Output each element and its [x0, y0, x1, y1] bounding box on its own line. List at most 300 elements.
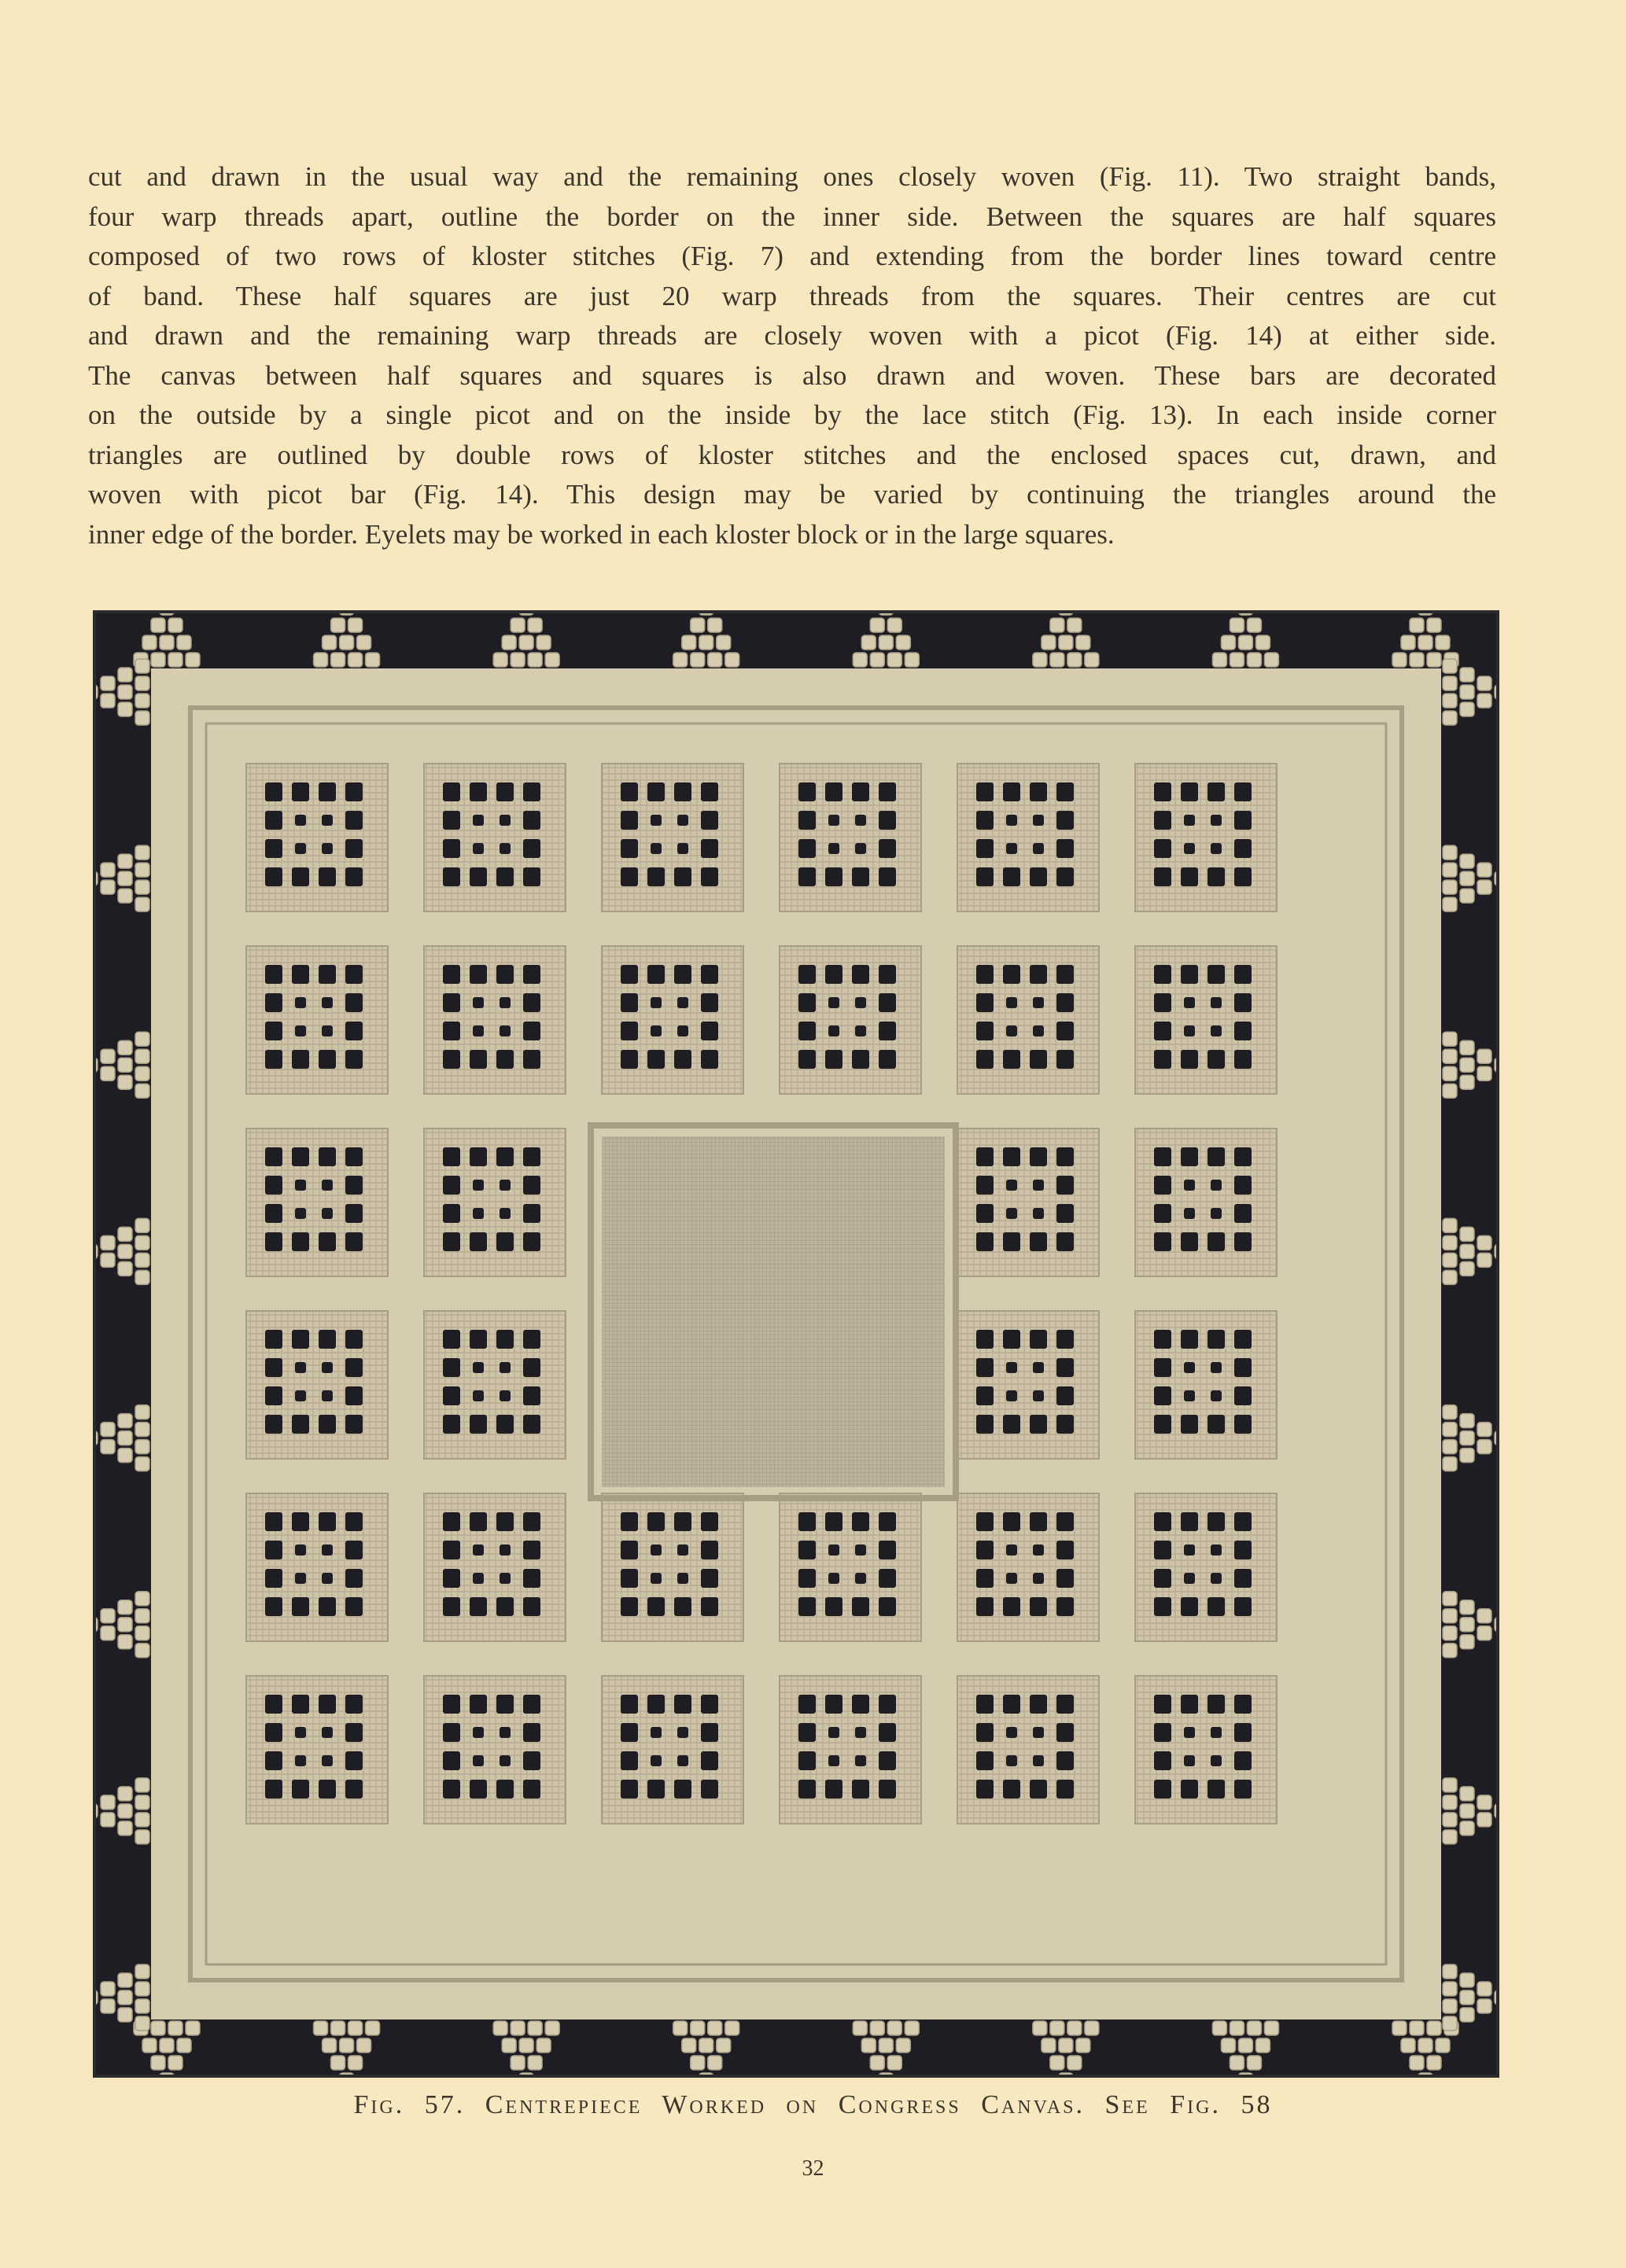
lace-edge-block: [331, 2021, 345, 2035]
lace-drawn-hole: [674, 1780, 691, 1799]
lace-edge-block: [118, 668, 132, 682]
lace-edge-block: [708, 2021, 722, 2035]
lace-edge-block: [160, 613, 174, 615]
lace-drawn-hole: [647, 1050, 665, 1069]
lace-edge-block: [135, 1644, 149, 1658]
lace-drawn-hole: [1208, 1780, 1225, 1799]
lace-edge-block: [1033, 653, 1047, 667]
lace-edge-block: [1443, 1457, 1457, 1471]
lace-drawn-hole: [1056, 1204, 1074, 1223]
lace-edge-block: [135, 1592, 149, 1606]
lace-edge-block: [1443, 1032, 1457, 1046]
lace-edge-block: [101, 1423, 115, 1437]
lace-edge-block: [1059, 2073, 1073, 2075]
lace-edge-block: [1460, 702, 1474, 716]
lace-edge-block: [101, 676, 115, 690]
lace-drawn-hole: [523, 1386, 540, 1405]
lace-edge-block: [314, 653, 328, 667]
lace-edge-block: [708, 618, 722, 632]
lace-edge-block: [1477, 1049, 1491, 1063]
lace-edge-block: [519, 613, 533, 615]
lace-edge-block: [1443, 1830, 1457, 1844]
lace-edge-block: [870, 2056, 884, 2070]
lace-drawn-hole: [798, 1022, 816, 1040]
lace-drawn-hole: [523, 839, 540, 858]
lace-drawn-hole: [1056, 1512, 1074, 1531]
lace-drawn-hole: [798, 1723, 816, 1742]
lace-edge-block: [186, 2021, 200, 2035]
lace-drawn-hole: [345, 811, 363, 830]
body-text-line: composed of two rows of kloster stitches (Fig. 7) and extending from the border lines toward centre: [88, 241, 1496, 271]
lace-drawn-hole: [322, 1727, 333, 1738]
lace-edge-block: [879, 2038, 893, 2053]
lace-drawn-hole: [1056, 1176, 1074, 1195]
lace-edge-block: [879, 2073, 893, 2075]
lace-drawn-hole: [1234, 1541, 1252, 1559]
lace-edge-block: [135, 1270, 149, 1284]
lace-drawn-hole: [879, 839, 896, 858]
lace-edge-block: [101, 1049, 115, 1063]
lace-drawn-hole: [1154, 867, 1171, 886]
lace-drawn-hole: [1234, 1358, 1252, 1377]
lace-drawn-hole: [470, 1415, 487, 1434]
lace-edge-block: [1247, 2056, 1261, 2070]
lace-drawn-hole: [500, 1208, 511, 1219]
lace-edge-block: [1238, 2073, 1252, 2075]
lace-edge-block: [340, 2073, 354, 2075]
lace-edge-block: [357, 2038, 371, 2053]
lace-drawn-hole: [1181, 1780, 1198, 1799]
lace-drawn-hole: [295, 1573, 306, 1584]
lace-edge-block: [118, 1075, 132, 1089]
lace-drawn-hole: [473, 843, 484, 854]
lace-drawn-hole: [1181, 1330, 1198, 1349]
lace-edge-block: [1050, 618, 1064, 632]
lace-drawn-hole: [1056, 1358, 1074, 1377]
lace-drawn-hole: [647, 782, 665, 801]
lace-edge-block: [1443, 1049, 1457, 1063]
lace-drawn-hole: [500, 843, 511, 854]
lace-edge-block: [519, 635, 533, 650]
lace-edge-block: [1067, 2021, 1082, 2035]
lace-edge-block: [1460, 1058, 1474, 1072]
lace-drawn-hole: [1033, 997, 1044, 1008]
lace-drawn-hole: [265, 782, 282, 801]
lace-edge-block: [118, 1244, 132, 1258]
lace-edge-block: [1477, 1609, 1491, 1623]
lace-edge-block: [691, 618, 705, 632]
lace-edge-block: [896, 2038, 910, 2053]
lace-drawn-hole: [295, 1180, 306, 1191]
lace-edge-block: [1042, 635, 1056, 650]
lace-drawn-hole: [976, 1597, 994, 1616]
lace-edge-block: [1477, 1253, 1491, 1267]
lace-drawn-hole: [677, 997, 688, 1008]
lace-drawn-hole: [496, 867, 514, 886]
lace-drawn-hole: [828, 843, 839, 854]
lace-drawn-hole: [1181, 782, 1198, 801]
lace-edge-block: [1427, 618, 1441, 632]
lace-edge-block: [699, 613, 713, 615]
lace-drawn-hole: [1184, 1362, 1195, 1373]
lace-drawn-hole: [523, 1232, 540, 1251]
lace-edge-block: [1230, 653, 1244, 667]
lace-edge-block: [1460, 854, 1474, 868]
lace-drawn-hole: [319, 1780, 336, 1799]
lace-drawn-hole: [1056, 1386, 1074, 1405]
lace-drawn-hole: [295, 1025, 306, 1036]
lace-edge-block: [1427, 2021, 1441, 2035]
lace-drawn-hole: [345, 1204, 363, 1223]
body-text-line: woven with picot bar (Fig. 14). This design may be varied by continuing the triangles around the: [88, 479, 1496, 510]
lace-drawn-hole: [879, 1723, 896, 1742]
lace-drawn-hole: [1006, 1180, 1017, 1191]
lace-edge-block: [673, 2021, 688, 2035]
lace-drawn-hole: [1003, 1415, 1020, 1434]
lace-drawn-hole: [1234, 1050, 1252, 1069]
lace-drawn-hole: [265, 1386, 282, 1405]
lace-edge-block: [168, 653, 183, 667]
lace-drawn-hole: [651, 843, 662, 854]
lace-drawn-hole: [443, 1330, 460, 1349]
lace-drawn-hole: [1234, 1386, 1252, 1405]
lace-drawn-hole: [319, 782, 336, 801]
lace-drawn-hole: [1006, 1573, 1017, 1584]
lace-drawn-hole: [443, 1541, 460, 1559]
lace-drawn-hole: [1211, 1180, 1222, 1191]
lace-edge-block: [682, 2038, 696, 2053]
lace-drawn-hole: [701, 1050, 718, 1069]
lace-drawn-hole: [496, 1597, 514, 1616]
lace-edge-block: [101, 694, 115, 708]
lace-drawn-hole: [322, 1390, 333, 1401]
lace-drawn-hole: [828, 1755, 839, 1766]
lace-edge-block: [1477, 676, 1491, 690]
lace-drawn-hole: [265, 1176, 282, 1195]
body-text-line: inner edge of the border. Eyelets may be worked in each kloster block or in the large squares.: [88, 518, 1115, 550]
lace-drawn-hole: [443, 1386, 460, 1405]
lace-drawn-hole: [1211, 1545, 1222, 1556]
lace-drawn-hole: [1030, 1780, 1047, 1799]
lace-edge-block: [1443, 1609, 1457, 1623]
lace-edge-block: [691, 2021, 705, 2035]
lace-drawn-hole: [292, 1050, 309, 1069]
lace-edge-block: [1212, 653, 1226, 667]
lace-edge-block: [1238, 635, 1252, 650]
lace-edge-block: [1460, 1600, 1474, 1614]
lace-drawn-hole: [879, 965, 896, 984]
lace-drawn-hole: [523, 1176, 540, 1195]
lace-drawn-hole: [1033, 1573, 1044, 1584]
lace-drawn-hole: [1181, 1415, 1198, 1434]
lace-drawn-hole: [651, 1545, 662, 1556]
lace-drawn-hole: [1006, 1545, 1017, 1556]
lace-drawn-hole: [1056, 782, 1074, 801]
lace-drawn-hole: [319, 1147, 336, 1166]
lace-drawn-hole: [1030, 1330, 1047, 1349]
lace-edge-block: [135, 897, 149, 911]
lace-drawn-hole: [976, 1415, 994, 1434]
lace-drawn-hole: [621, 1597, 638, 1616]
lace-drawn-hole: [1154, 1569, 1171, 1588]
lace-drawn-hole: [976, 1147, 994, 1166]
lace-drawn-hole: [828, 815, 839, 826]
lace-edge-block: [340, 635, 354, 650]
lace-edge-block: [118, 1227, 132, 1241]
lace-edge-block: [135, 1626, 149, 1640]
lace-edge-block: [101, 1982, 115, 1996]
body-text-line: on the outside by a single picot and on the inside by the lace stitch (Fig. 13). In each inside corner: [88, 399, 1496, 430]
lace-drawn-hole: [265, 1541, 282, 1559]
lace-edge-block: [673, 653, 688, 667]
lace-drawn-hole: [621, 867, 638, 886]
lace-drawn-hole: [1208, 1330, 1225, 1349]
lace-drawn-hole: [1211, 1362, 1222, 1373]
lace-edge-block: [1042, 2038, 1056, 2053]
lace-edge-block: [1477, 1626, 1491, 1640]
lace-drawn-hole: [1006, 815, 1017, 826]
lace-drawn-hole: [1056, 1597, 1074, 1616]
lace-drawn-hole: [443, 1050, 460, 1069]
lace-drawn-hole: [976, 965, 994, 984]
lace-edge-block: [905, 653, 919, 667]
lace-drawn-hole: [1056, 1232, 1074, 1251]
lace-drawn-hole: [443, 1597, 460, 1616]
lace-edge-block: [118, 1414, 132, 1428]
lace-drawn-hole: [1234, 965, 1252, 984]
lace-edge-block: [545, 653, 559, 667]
lace-drawn-hole: [855, 815, 866, 826]
lace-drawn-hole: [677, 1727, 688, 1738]
lace-drawn-hole: [1154, 1386, 1171, 1405]
lace-drawn-hole: [1208, 1695, 1225, 1714]
lace-drawn-hole: [265, 811, 282, 830]
lace-drawn-hole: [292, 867, 309, 886]
lace-edge-block: [1443, 1626, 1457, 1640]
lace-drawn-hole: [345, 1751, 363, 1770]
lace-drawn-hole: [265, 1232, 282, 1251]
lace-drawn-hole: [470, 1597, 487, 1616]
lace-drawn-hole: [292, 1695, 309, 1714]
lace-edge-block: [101, 1609, 115, 1623]
lace-drawn-hole: [322, 815, 333, 826]
lace-drawn-hole: [677, 1573, 688, 1584]
lace-edge-block: [348, 2021, 363, 2035]
lace-drawn-hole: [292, 782, 309, 801]
lace-drawn-hole: [701, 1780, 718, 1799]
lace-drawn-hole: [443, 782, 460, 801]
lace-edge-block: [135, 1457, 149, 1471]
lace-drawn-hole: [295, 1362, 306, 1373]
lace-drawn-hole: [295, 997, 306, 1008]
lace-drawn-hole: [1234, 1330, 1252, 1349]
lace-drawn-hole: [701, 839, 718, 858]
lace-edge-block: [725, 653, 739, 667]
lace-drawn-hole: [1154, 1512, 1171, 1531]
lace-drawn-hole: [1154, 811, 1171, 830]
lace-edge-block: [511, 653, 525, 667]
lace-drawn-hole: [292, 1415, 309, 1434]
lace-drawn-hole: [855, 843, 866, 854]
lace-edge-block: [528, 618, 542, 632]
lace-edge-block: [905, 2021, 919, 2035]
lace-drawn-hole: [855, 997, 866, 1008]
lace-drawn-hole: [976, 1695, 994, 1714]
lace-edge-block: [879, 613, 893, 615]
lace-drawn-hole: [1056, 993, 1074, 1012]
lace-drawn-hole: [1006, 1390, 1017, 1401]
lace-drawn-hole: [443, 965, 460, 984]
lace-drawn-hole: [976, 993, 994, 1012]
lace-drawn-hole: [674, 1050, 691, 1069]
lace-drawn-hole: [1030, 1050, 1047, 1069]
lace-drawn-hole: [295, 815, 306, 826]
lace-drawn-hole: [1234, 1022, 1252, 1040]
lace-drawn-hole: [319, 965, 336, 984]
lace-edge-block: [135, 1066, 149, 1081]
lace-edge-block: [1221, 2038, 1235, 2053]
lace-drawn-hole: [500, 1362, 511, 1373]
lace-edge-block: [1255, 635, 1270, 650]
lace-drawn-hole: [1154, 1232, 1171, 1251]
lace-edge-block: [101, 1235, 115, 1250]
lace-drawn-hole: [879, 1512, 896, 1531]
lace-edge-block: [1443, 1778, 1457, 1792]
lace-edge-block: [135, 1795, 149, 1810]
lace-edge-block: [1477, 880, 1491, 894]
lace-drawn-hole: [345, 1541, 363, 1559]
lace-drawn-hole: [976, 1232, 994, 1251]
lace-drawn-hole: [825, 1050, 842, 1069]
lace-drawn-hole: [345, 1597, 363, 1616]
lace-drawn-hole: [470, 1695, 487, 1714]
lace-drawn-hole: [976, 1569, 994, 1588]
lace-drawn-hole: [825, 1512, 842, 1531]
lace-drawn-hole: [879, 993, 896, 1012]
lace-drawn-hole: [265, 1330, 282, 1349]
lace-drawn-hole: [1003, 1512, 1020, 1531]
lace-edge-block: [96, 1990, 98, 2005]
lace-edge-block: [96, 1244, 98, 1258]
lace-drawn-hole: [322, 1025, 333, 1036]
lace-drawn-hole: [825, 782, 842, 801]
lace-edge-block: [135, 1778, 149, 1792]
lace-drawn-hole: [319, 1050, 336, 1069]
lace-drawn-hole: [322, 1208, 333, 1219]
lace-edge-block: [861, 635, 876, 650]
lace-drawn-hole: [265, 839, 282, 858]
lace-drawn-hole: [798, 1541, 816, 1559]
lace-edge-block: [348, 618, 363, 632]
lace-edge-block: [1443, 1644, 1457, 1658]
lace-edge-block: [1443, 863, 1457, 877]
lace-edge-block: [1495, 1804, 1496, 1818]
lace-drawn-hole: [1033, 1755, 1044, 1766]
lace-drawn-hole: [265, 1022, 282, 1040]
lace-edge-block: [135, 711, 149, 725]
lace-drawn-hole: [1006, 1727, 1017, 1738]
lace-edge-block: [708, 2056, 722, 2070]
lace-drawn-hole: [1033, 843, 1044, 854]
lace-drawn-hole: [701, 1569, 718, 1588]
lace-edge-block: [118, 1040, 132, 1055]
lace-edge-block: [528, 2021, 542, 2035]
lace-edge-block: [528, 2056, 542, 2070]
lace-drawn-hole: [798, 839, 816, 858]
body-text-line: and drawn and the remaining warp threads are closely woven with a picot (Fig. 14) at either side.: [88, 320, 1496, 351]
lace-drawn-hole: [1056, 1330, 1074, 1349]
lace-edge-block: [1477, 1235, 1491, 1250]
lace-drawn-hole: [976, 1358, 994, 1377]
lace-drawn-hole: [523, 1512, 540, 1531]
lace-edge-block: [1460, 1618, 1474, 1632]
lace-edge-block: [348, 653, 363, 667]
lace-drawn-hole: [1033, 1208, 1044, 1219]
lace-edge-block: [1477, 1440, 1491, 1454]
lace-drawn-hole: [1208, 782, 1225, 801]
lace-drawn-hole: [1154, 993, 1171, 1012]
lace-edge-block: [887, 2056, 901, 2070]
lace-drawn-hole: [292, 1232, 309, 1251]
lace-drawn-hole: [621, 1022, 638, 1040]
lace-edge-block: [1247, 653, 1261, 667]
lace-edge-block: [1076, 635, 1090, 650]
lace-edge-block: [118, 685, 132, 699]
lace-drawn-hole: [319, 1695, 336, 1714]
lace-edge-block: [340, 2038, 354, 2053]
lace-edge-block: [1460, 1431, 1474, 1445]
lace-drawn-hole: [1003, 1232, 1020, 1251]
lace-drawn-hole: [265, 1050, 282, 1069]
lace-drawn-hole: [473, 997, 484, 1008]
lace-edge-block: [135, 1830, 149, 1844]
lace-edge-block: [708, 653, 722, 667]
lace-drawn-hole: [855, 1573, 866, 1584]
lace-drawn-hole: [674, 965, 691, 984]
lace-drawn-hole: [443, 1512, 460, 1531]
lace-drawn-hole: [443, 993, 460, 1012]
lace-drawn-hole: [265, 1597, 282, 1616]
lace-drawn-hole: [473, 1755, 484, 1766]
lace-drawn-hole: [1154, 1695, 1171, 1714]
lace-edge-block: [118, 889, 132, 903]
lace-drawn-hole: [295, 1755, 306, 1766]
lace-drawn-hole: [674, 1695, 691, 1714]
lace-drawn-hole: [1184, 1727, 1195, 1738]
lace-drawn-hole: [443, 1780, 460, 1799]
lace-drawn-hole: [292, 1147, 309, 1166]
lace-edge-block: [1401, 2038, 1415, 2053]
lace-drawn-hole: [1154, 1597, 1171, 1616]
lace-edge-block: [118, 1804, 132, 1818]
lace-drawn-hole: [322, 1573, 333, 1584]
lace-drawn-hole: [647, 867, 665, 886]
lace-edge-block: [1059, 2038, 1073, 2053]
lace-drawn-hole: [828, 1025, 839, 1036]
lace-drawn-hole: [1208, 1050, 1225, 1069]
lace-edge-block: [1230, 2056, 1244, 2070]
lace-edge-block: [887, 2021, 901, 2035]
lace-edge-block: [160, 2073, 174, 2075]
lace-drawn-hole: [677, 1025, 688, 1036]
lace-drawn-hole: [798, 867, 816, 886]
lace-edge-block: [1392, 2021, 1407, 2035]
lace-edge-block: [1230, 2021, 1244, 2035]
lace-drawn-hole: [1234, 1232, 1252, 1251]
lace-drawn-hole: [879, 1780, 896, 1799]
lace-drawn-hole: [651, 1025, 662, 1036]
lace-drawn-hole: [621, 1512, 638, 1531]
